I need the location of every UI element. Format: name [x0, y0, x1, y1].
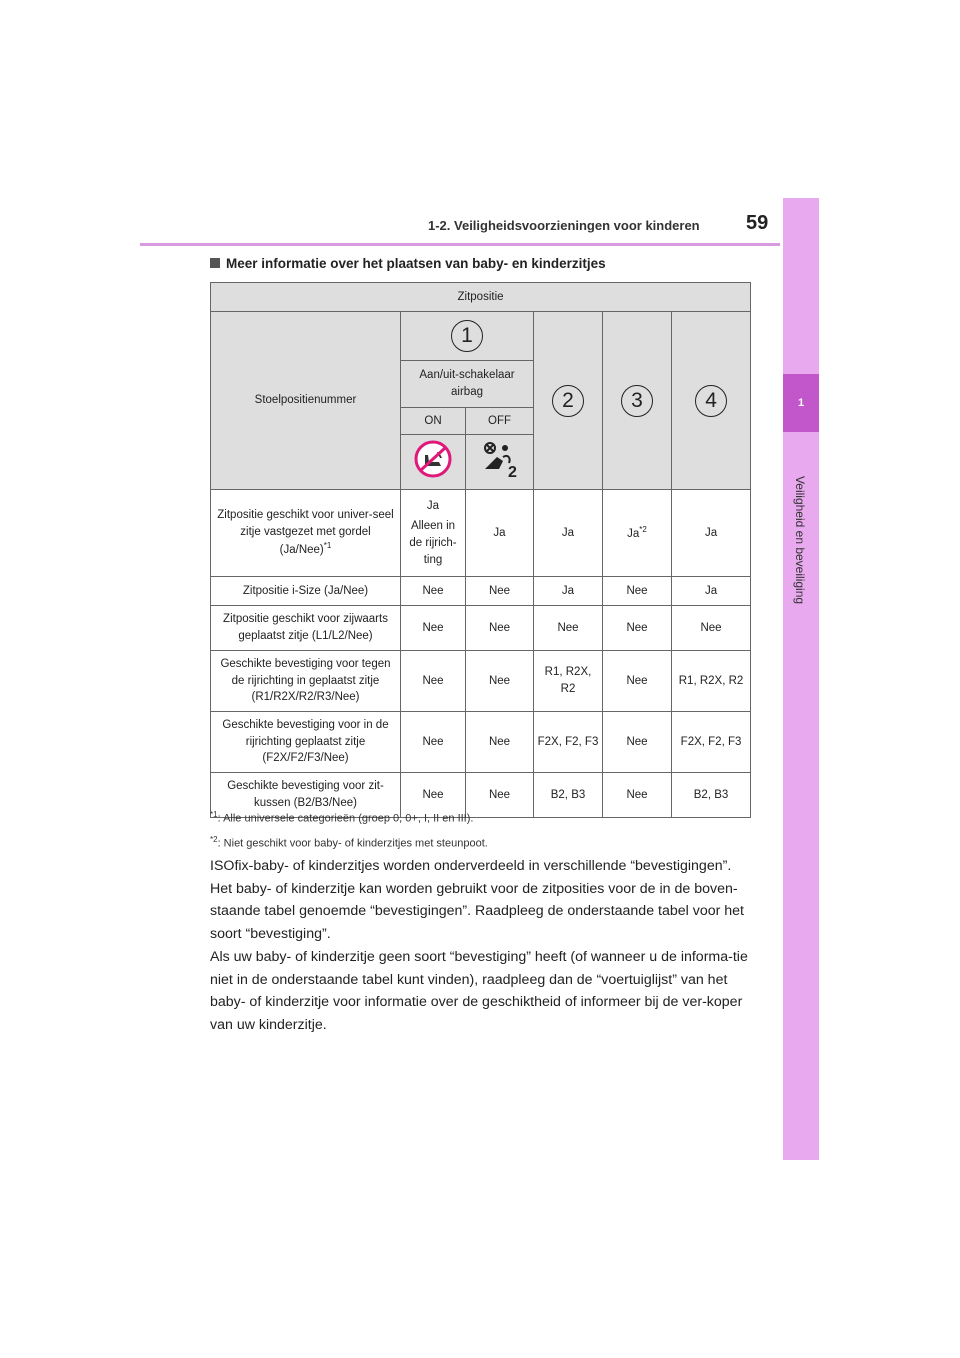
table-cell: Ja	[672, 490, 751, 577]
no-rear-facing-child-seat-icon	[414, 440, 452, 484]
table-cell: Ja	[672, 577, 751, 606]
table-cell: Nee	[603, 577, 672, 606]
table-cell: Nee	[603, 712, 672, 773]
table-row	[211, 490, 751, 577]
table-cell: Nee	[466, 712, 534, 773]
off-icon-cell	[466, 435, 534, 490]
side-tab	[783, 198, 819, 1160]
table-cell: Nee	[466, 606, 534, 651]
footnote-marker: *1	[323, 541, 332, 551]
body-paragraph-2: Als uw baby- of kinderzitje geen soort “bevestiging” heeft (of wanneer u de informa-tie niet in de onderstaande tabel kunt vinden), raadpleeg dan de “voertuiglijst” van het baby- of kinderzitje voor informatie over de geschiktheid of informeer bij de ver-koper van uw kinderzitje.	[210, 948, 748, 1033]
cell-value: Ja	[627, 527, 640, 540]
section-title: 1-2. Veiligheidsvoorzieningen voor kinderen	[428, 218, 700, 233]
table-top-header: Zitpositie	[211, 283, 751, 312]
table-cell: Ja	[534, 490, 603, 577]
body-paragraph-1: ISOfix-baby- of kinderzitjes worden onderverdeeld in verschillende “bevestigingen”. Het baby- of kinderzitje kan worden gebruikt voor de zitposities voor de in de boven-staande tabel genoemde “bevestigingen”. Raadpleeg de onderstaande tabel voor het soort “bevestiging”.	[210, 858, 744, 943]
seat-number-3-cell	[603, 312, 672, 490]
seat-number-4: 4	[695, 385, 727, 417]
row-label: Geschikte bevestiging voor tegen de rijrichting in geplaatst zitje (R1/R2X/R2/R3/Nee)	[211, 651, 401, 712]
page-number: 59	[746, 212, 769, 234]
section-heading-text: Meer informatie over het plaatsen van baby- en kinderzitjes	[226, 256, 606, 271]
footnote-text: : Niet geschikt voor baby- of kinderzitjes met steunpoot.	[217, 837, 488, 850]
table-row	[211, 577, 751, 606]
seat-position-table	[210, 282, 751, 818]
off-label: OFF	[466, 408, 534, 435]
table-cell: Nee	[401, 577, 466, 606]
table-cell: R1, R2X, R2	[672, 651, 751, 712]
table-cell: Nee	[672, 606, 751, 651]
svg-text:2: 2	[507, 464, 517, 480]
row-label: Geschikte bevestiging voor zit-kussen (B2/B3/Nee)	[211, 773, 401, 818]
table-cell: F2X, F2, F3	[534, 712, 603, 773]
airbag-switch-header: Aan/uit-schakelaar airbag	[401, 361, 534, 408]
table-cell: Nee	[466, 577, 534, 606]
table-cell: Nee	[603, 773, 672, 818]
seat-number-2-cell	[534, 312, 603, 490]
table-cell: Nee	[401, 651, 466, 712]
side-tab-label: Veiligheid en beveiliging	[793, 475, 807, 605]
table-cell: B2, B3	[534, 773, 603, 818]
footnote-2	[210, 835, 488, 850]
table-cell: B2, B3	[672, 773, 751, 818]
row-header-label: Stoelpositienummer	[211, 312, 401, 490]
row-label: Geschikte bevestiging voor in de rijrichting geplaatst zitje (F2X/F2/F3/Nee)	[211, 712, 401, 773]
table-cell: Nee	[401, 712, 466, 773]
footnote-mark: *1	[210, 810, 218, 819]
table-cell: Nee	[603, 606, 672, 651]
table-cell: Nee	[401, 773, 466, 818]
row-label: Zitpositie i-Size (Ja/Nee)	[211, 577, 401, 606]
table-row	[211, 651, 751, 712]
table-cell: Nee	[534, 606, 603, 651]
table-row	[211, 712, 751, 773]
seat-number-2: 2	[552, 385, 584, 417]
footnote-mark: *2	[210, 834, 218, 844]
seat-number-4-cell	[672, 312, 751, 490]
footnotes	[210, 810, 488, 859]
on-icon-cell	[401, 435, 466, 490]
table-cell	[401, 490, 466, 577]
cell-note: Alleen in de rijrich-ting	[409, 520, 457, 566]
table-cell: R1, R2X, R2	[534, 651, 603, 712]
table-cell: Nee	[401, 606, 466, 651]
footnote-marker: *2	[639, 524, 647, 534]
row-label: Zitpositie geschikt voor zijwaarts geplaatst zitje (L1/L2/Nee)	[211, 606, 401, 651]
on-label: ON	[401, 408, 466, 435]
footnote-text: : Alle universele categorieën (groep 0, 0+, I, II en III).	[217, 812, 474, 825]
table-cell: Nee	[466, 773, 534, 818]
footnote-1	[210, 810, 488, 825]
body-text	[210, 855, 755, 1037]
table-cell: Ja	[466, 490, 534, 577]
table-cell: Ja	[534, 577, 603, 606]
cell-value: Ja	[426, 499, 440, 512]
header-rule	[140, 243, 780, 246]
seat-number-3: 3	[621, 385, 653, 417]
section-heading	[210, 256, 606, 271]
table-cell: Nee	[466, 651, 534, 712]
table-cell: F2X, F2, F3	[672, 712, 751, 773]
table-cell: Nee	[603, 651, 672, 712]
row-label	[211, 490, 401, 577]
row-label-text: Zitpositie geschikt voor univer-seel zitje vastgezet met gordel (Ja/Nee)	[217, 509, 394, 557]
table-row	[211, 606, 751, 651]
airbag-off-icon	[479, 439, 521, 485]
side-tab-number: 1	[783, 374, 819, 432]
seat-number-1-cell	[401, 312, 534, 361]
table-cell	[603, 490, 672, 577]
square-bullet-icon	[210, 258, 220, 268]
seat-number-1: 1	[451, 320, 483, 352]
